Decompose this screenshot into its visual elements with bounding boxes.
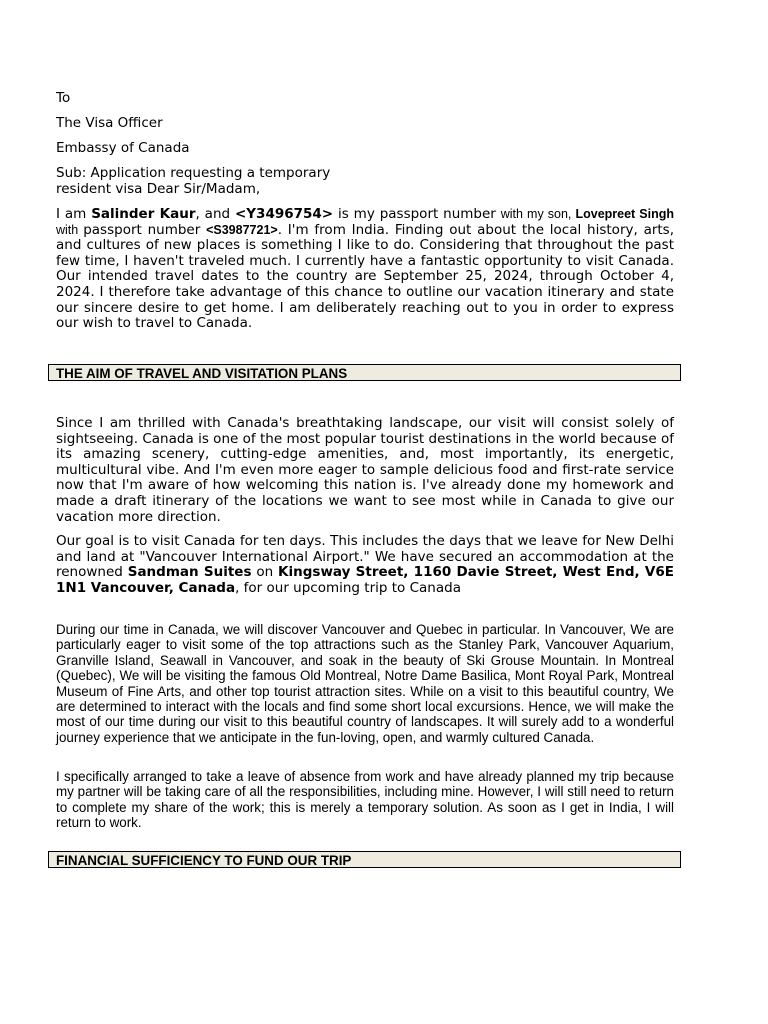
salutation-to: To xyxy=(56,90,71,106)
recipient-organization: Embassy of Canada xyxy=(56,140,190,156)
goal-text-3: , for our upcoming trip to Canada xyxy=(235,579,461,596)
intro-text-3: is my passport number xyxy=(333,206,501,222)
hotel-name: Sandman Suites xyxy=(127,564,252,581)
intro-paragraph xyxy=(56,207,674,332)
section-heading-financial: FINANCIAL SUFFICIENCY TO FUND OUR TRIP xyxy=(48,851,681,868)
discover-paragraph: During our time in Canada, we will discover Vancouver and Quebec in particular. In Vancouver, We are particularly eager to visit some of the top attractions such as the Stanley Park, Vancouver Aquarium, Granville Island, Seawall in Vancouver, and soak in the beauty of Ski Grouse Mountain. In Montreal (Quebec), We will be visiting the famous Old Montreal, Notre Dame Basilica, Mont Royal Park, Montreal Museum of Fine Arts, and other top tourist attraction sites. While on a visit to this beautiful country, We are determined to interact with the locals and find some short local excursions. Hence, we will make the most of our time during our visit to this beautiful country of landscapes. It will surely add to a wonderful journey experience that we anticipate in the fun-loving, open, and warmly cultured Canada. xyxy=(56,622,674,745)
hotel-address: Kingsway Street, 1160 Davie Street, West End, V6E 1N1 Vancouver, Canada xyxy=(56,564,674,596)
section-heading-travel-aim: THE AIM OF TRAVEL AND VISITATION PLANS xyxy=(48,364,681,381)
subject-line xyxy=(56,165,674,197)
subject-line-1: Sub: Application requesting a temporary xyxy=(56,165,331,181)
goal-text-2: on xyxy=(251,564,279,581)
intro-text-6: passport number xyxy=(83,221,207,238)
intro-text-2: , and xyxy=(195,206,235,222)
sightseeing-paragraph: Since I am thrilled with Canada's breathtaking landscape, our visit will consist solely of sightseeing. Canada is one of the most popular tourist destinations in the world because of its amazing scenery, cutting-edge amenities, and, most importantly, its energetic, multicultural vibe. And I'm even more eager to sample delicious food and first-rate service now that I'm aware of how welcoming this nation is. I've already done my homework and made a draft itinerary of the locations we want to see most while in Canada to give our vacation more direction. xyxy=(56,415,674,525)
son-name: Lovepreet Singh xyxy=(575,207,674,221)
recipient-title: The Visa Officer xyxy=(56,115,163,131)
intro-text-1: I am xyxy=(56,206,92,222)
goal-paragraph xyxy=(56,534,674,596)
son-passport: <S3987721> xyxy=(206,222,278,237)
subject-line-2: resident visa Dear Sir/Madam, xyxy=(56,181,261,197)
intro-text-7: . I'm from India. Finding out about the local history, arts, and cultures of new places is something I like to do. Considering that throughout the past few time, I haven't traveled much. I currently have a fantastic opportunity to visit Canada. Our intended travel dates to the country are September 25, 2024, through October 4, 2024. I therefore take advantage of this chance to outline our vacation itinerary and state our sincere desire to get home. I am deliberately reaching out to you in order to express our wish to travel to Canada. xyxy=(56,221,675,332)
intro-text-5: with xyxy=(56,222,84,237)
intro-text-4: with my son, xyxy=(500,207,576,221)
applicant-passport: <Y3496754> xyxy=(234,206,334,222)
goal-text-1: Our goal is to visit Canada for ten days. This includes the days that we leave for New Delhi and land at "Vancouver International Airport." We have secured an accommodation at the renowned xyxy=(56,533,674,581)
leave-paragraph: I specifically arranged to take a leave of absence from work and have already planned my trip because my partner will be taking care of all the responsibilities, including mine. However, I will still need to return to complete my share of the work; this is merely a temporary solution. As soon as I get in India, I will return to work. xyxy=(56,769,674,831)
applicant-name: Salinder Kaur xyxy=(91,206,196,222)
